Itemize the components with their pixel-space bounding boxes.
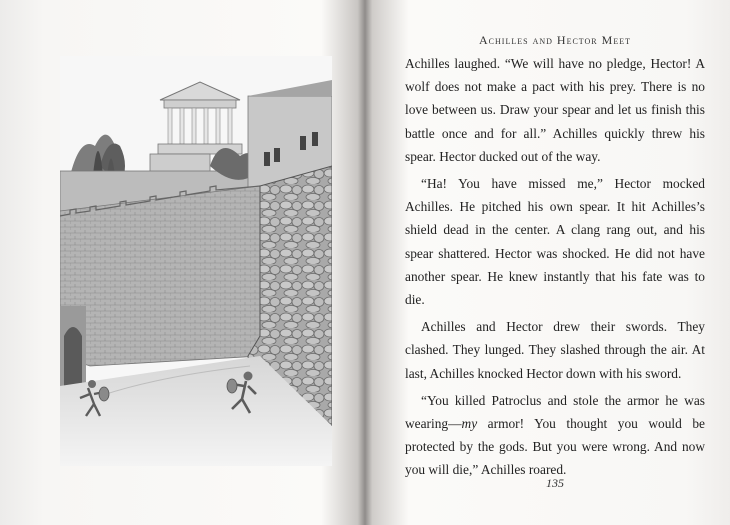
paragraph-4-emphasis: my <box>461 416 478 432</box>
paragraph-4-after: armor! You thought you would be protected by the gods. But you were wrong. And now you will die,” Achilles roared. <box>405 416 705 478</box>
paragraph-3: Achilles and Hector drew their swords. They clashed. They lunged. They slashed through the air. At last, Achilles knocked Hector down with his sword. <box>405 319 705 381</box>
illustration <box>60 56 332 466</box>
paragraph-4-before: “You killed Patroclus and stole the armor he was wearing— <box>405 392 705 432</box>
right-page <box>365 0 730 525</box>
body-text <box>405 52 705 486</box>
running-head: Achilles and Hector Meet <box>479 33 631 47</box>
paragraph-2: “Ha! You have missed me,” Hector mocked Achilles. He pitched his own spear. It hit Achilles’s shield dead in the center. A clang rang out, and his spear shattered. Hector was shocked. He did not have another spear. He knew instantly that his fate was to die. <box>405 176 705 308</box>
paragraph-4 <box>405 389 705 482</box>
paragraph-1: Achilles laughed. “We will have no pledge, Hector! A wolf does not make a pact with his prey. There is no love between us. Draw your spear and let us finish this battle once and for all.” Achilles quickly threw his spear. Hector ducked out of the way. <box>405 56 705 164</box>
page-number: 135 <box>546 476 564 490</box>
illustration-drawing <box>60 56 332 466</box>
